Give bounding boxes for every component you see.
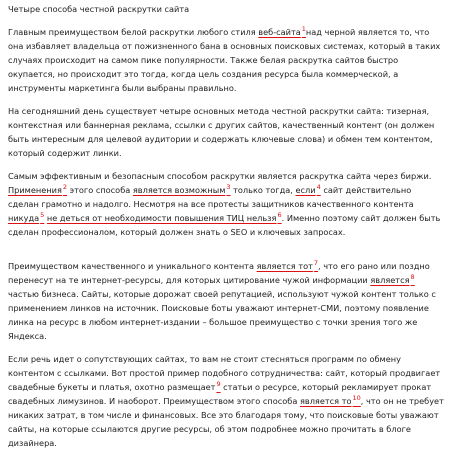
paragraph-text: Преимуществом качественного и уникального контента [8, 261, 257, 271]
paragraph-text: На сегодняшний день существует четыре основных метода честной раскрутки сайта: тизерная, контекстная или баннерная реклама, ссылки с других сайтов, качественный контент (он должен быть интересным для целевой аудитории и содержать ключевые слова) и обмен тем контентом, который содержит линки. [8, 106, 435, 158]
paragraph-text: частью бизнеса. Сайты, которые дорожат своей репутацией, используют чужой контент только с применением линков на источник. Поисковые боты уважают интернет-СМИ, поэтому появление линка на ресурс в любом интернет-издании – большое преимущество с точки зрения того же Яндекса. [8, 289, 436, 341]
marked-text: является возможным [132, 185, 226, 195]
page-title: Четыре способа честной раскрутки сайта [8, 4, 190, 14]
paragraph-text: статьи о ресурсе, который рекламирует прокат свадебных лимузинов. И наоборот. Преимуществом этого способа [8, 382, 432, 406]
paragraph-text: Если речь идет о сопутствующих сайтах, то вам не стоит стесняться программ по обмену контентом с ссылками. Вот простой пример подобного сотрудничества: сайт, который продвигает свадебные букеты и платья, охотно размещает [8, 354, 441, 392]
correction-mark [133, 185, 231, 195]
correction-mark [295, 185, 320, 195]
correction-number: 7 [313, 259, 319, 268]
paragraph [8, 25, 444, 95]
marked-text: веб-сайта [258, 27, 301, 37]
correction-mark [370, 275, 414, 285]
paragraph [8, 104, 444, 160]
marked-text: является то [299, 396, 352, 406]
paragraph-text: . Именно поэтому сайт должен быть сделан профессионалом, который должен знать о SEO и ключевых запросах. [8, 213, 441, 237]
marked-text: Применения [8, 185, 62, 195]
correction-number: 3 [226, 183, 231, 192]
paragraph [8, 259, 444, 343]
correction-number: 6 [277, 211, 282, 220]
paragraph-text: сайт действительно сделан грамотно и надолго. Несмотря на все протесты защитников качественного контента [8, 185, 414, 209]
paragraph-text: только тогда, [230, 185, 296, 195]
marked-text: никуда [8, 213, 40, 223]
correction-mark [47, 213, 282, 223]
correction-mark [8, 185, 67, 195]
correction-mark [300, 396, 361, 406]
correction-number: 2 [62, 183, 68, 192]
document [8, 2, 444, 459]
paragraph-text: этого способа [67, 185, 133, 195]
correction-mark [8, 213, 44, 223]
paragraph-text: , что его рано или поздно перенесут на те интернет-ресурсы, для которых цитирование чужой информации [8, 261, 430, 285]
paragraph-text: Главным преимуществом белой раскрутки любого стиля [8, 27, 259, 37]
correction-number: 9 [216, 380, 221, 389]
paragraph [8, 169, 444, 239]
paragraph [8, 352, 444, 450]
correction-number: 4 [316, 183, 321, 192]
correction-number: 5 [40, 211, 45, 220]
paragraph-text: , что он не требует никаких затрат, в том числе и финансовых. Все это благодаря тому, что поисковые боты уважают сайты, на которые ссылаются другие ресурсы, об этом подробнее можно прочитать в блоге дизайнера. [8, 396, 444, 448]
correction-mark [258, 27, 306, 37]
correction-mark [257, 261, 318, 271]
marked-text: если [295, 185, 316, 195]
paragraph-text: Самым эффективным и безопасным способом раскрутки является раскрутка сайта через биржи. [8, 171, 432, 181]
paragraph-text: над черной является то, что она избавляет владельца от пожизненного бана в основных поисковых системах, который в таких случаях происходит на самом пике популярности. Также белая раскрутка сайтов быстро окупается, но происходит это тогда, когда цель создания ресурса была коммерческой, а инструменты маркетинга были выбраны правильно. [8, 27, 441, 93]
correction-number: 8 [410, 273, 415, 282]
marked-text: является [370, 275, 410, 285]
correction-number: 10 [352, 394, 361, 403]
correction-number: 1 [301, 25, 306, 34]
marked-text: является тот [256, 261, 313, 271]
marked-text: не деться от необходимости повышения ТИЦ нельзя [46, 213, 277, 223]
